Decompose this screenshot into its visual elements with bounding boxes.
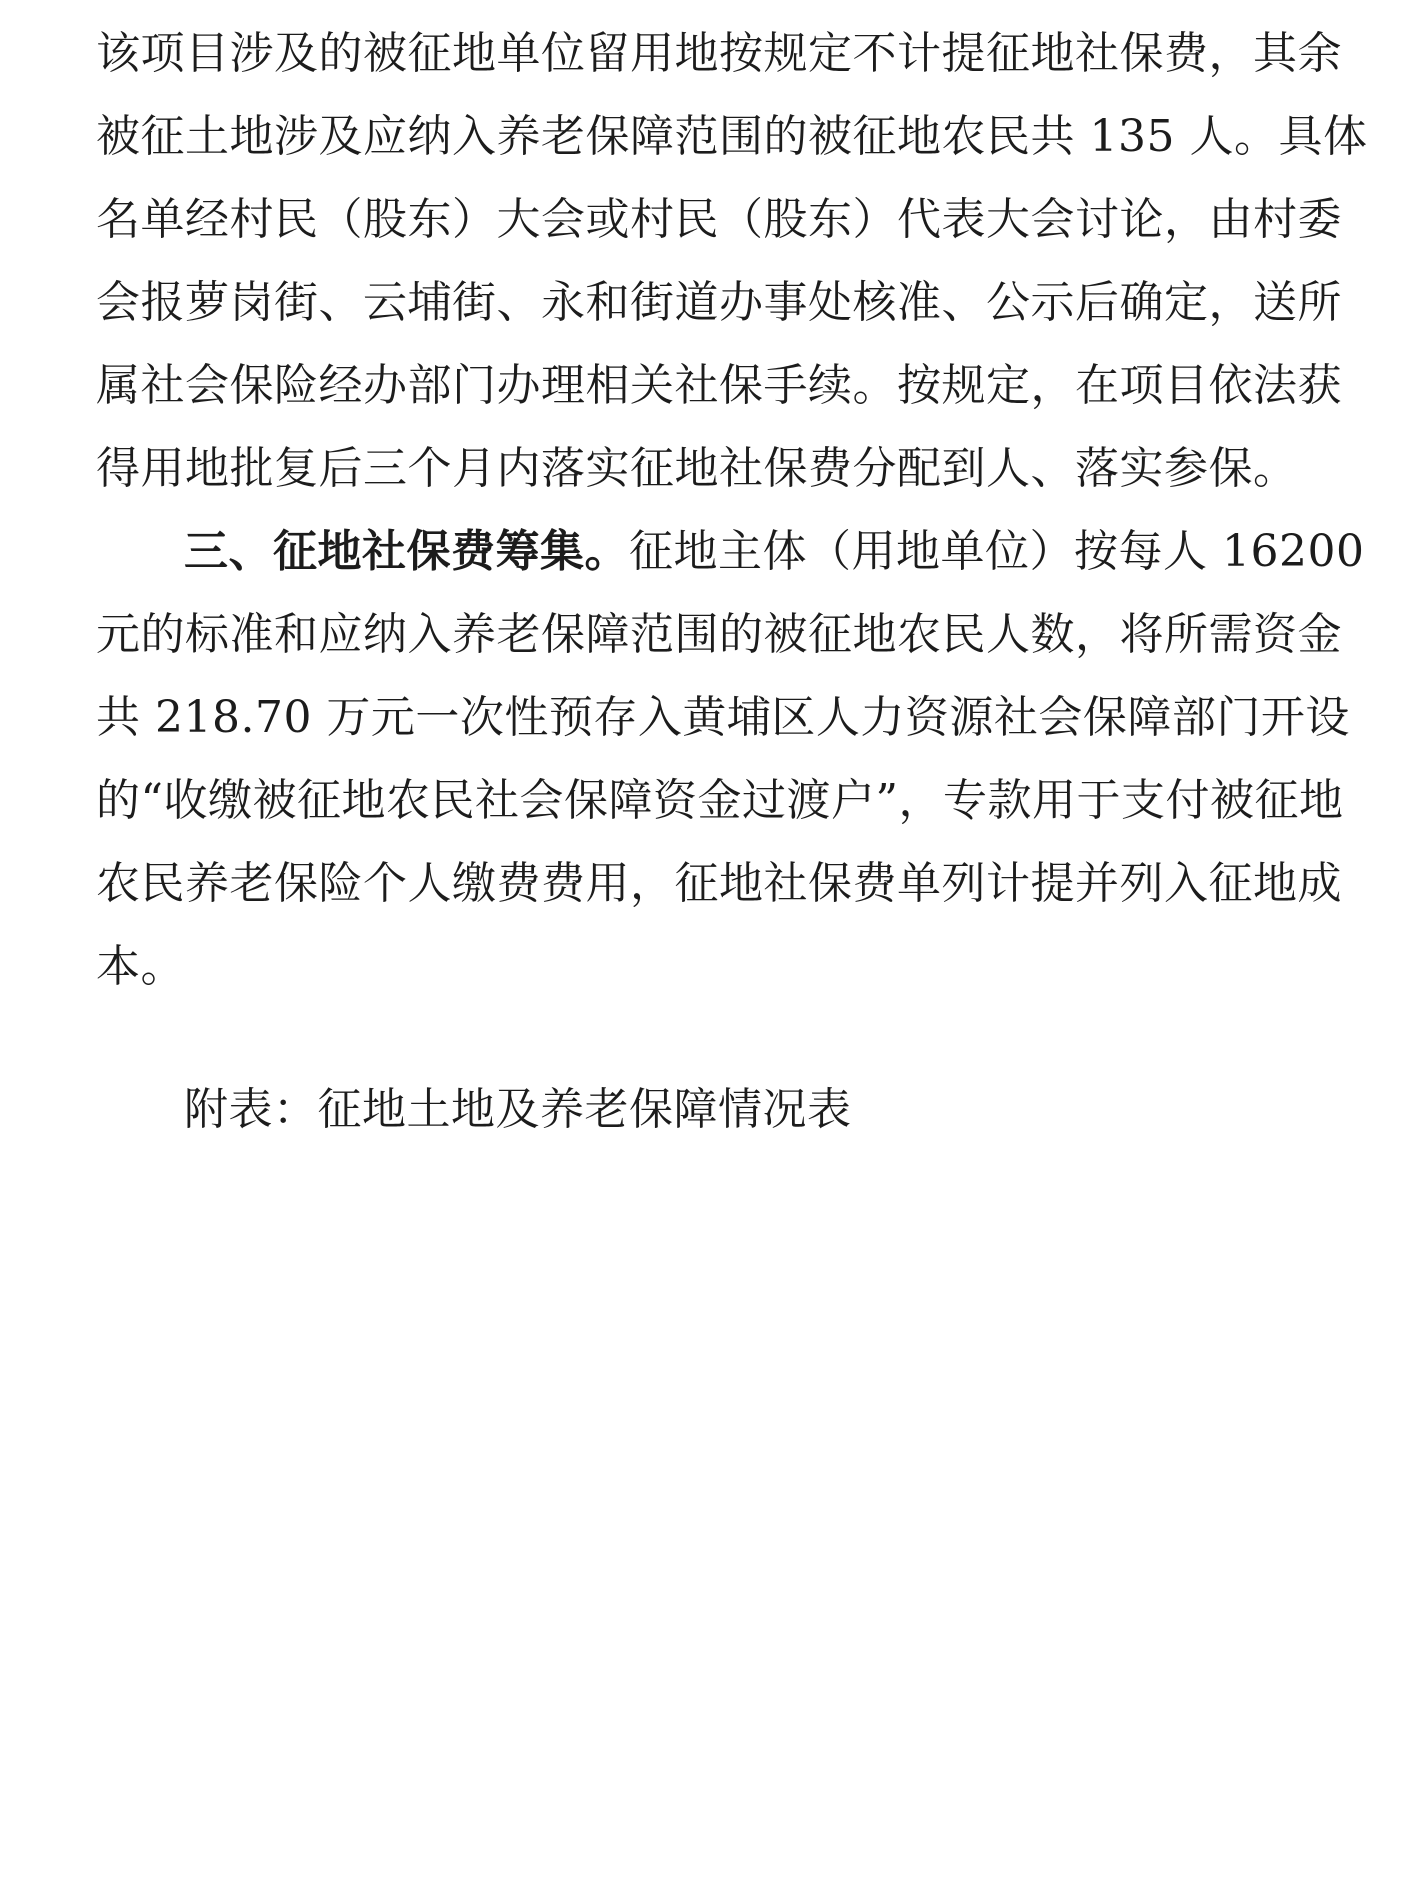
text-line: 共 218.70 万元一次性预存入黄埔区人力资源社会保障部门开设 bbox=[96, 692, 1350, 743]
text-line: 该项目涉及的被征地单位留用地按规定不计提征地社保费，其余 bbox=[96, 28, 1342, 79]
text-line: 得用地批复后三个月内落实征地社保费分配到人、落实参保。 bbox=[96, 443, 1298, 494]
text-line: 本。 bbox=[96, 941, 185, 992]
text-line bbox=[96, 510, 1365, 593]
paragraph-fee-collection bbox=[96, 510, 1365, 1008]
text-line: 名单经村民（股东）大会或村民（股东）代表大会讨论，由村委 bbox=[96, 194, 1342, 245]
text-line: 会报萝岗街、云埔街、永和街道办事处核准、公示后确定，送所 bbox=[96, 277, 1342, 328]
section-heading: 三、征地社保费筹集。 bbox=[184, 526, 629, 577]
document-body bbox=[96, 12, 1368, 1008]
text-line: 农民养老保险个人缴费费用，征地社保费单列计提并列入征地成 bbox=[96, 858, 1342, 909]
text-line: 被征土地涉及应纳入养老保障范围的被征地农民共 135 人。具体 bbox=[96, 111, 1368, 162]
paragraph-social-security-list bbox=[96, 12, 1368, 510]
text-line: 属社会保险经办部门办理相关社保手续。按规定，在项目依法获 bbox=[96, 360, 1342, 411]
text-line: 的“收缴被征地农民社会保障资金过渡户”，专款用于支付被征地 bbox=[96, 775, 1344, 826]
text-line: 元的标准和应纳入养老保障范围的被征地农民人数，将所需资金 bbox=[96, 609, 1342, 660]
text-segment: 征地主体（用地单位）按每人 16200 bbox=[629, 526, 1365, 577]
attachment-note: 附表：征地土地及养老保障情况表 bbox=[184, 1084, 852, 1135]
